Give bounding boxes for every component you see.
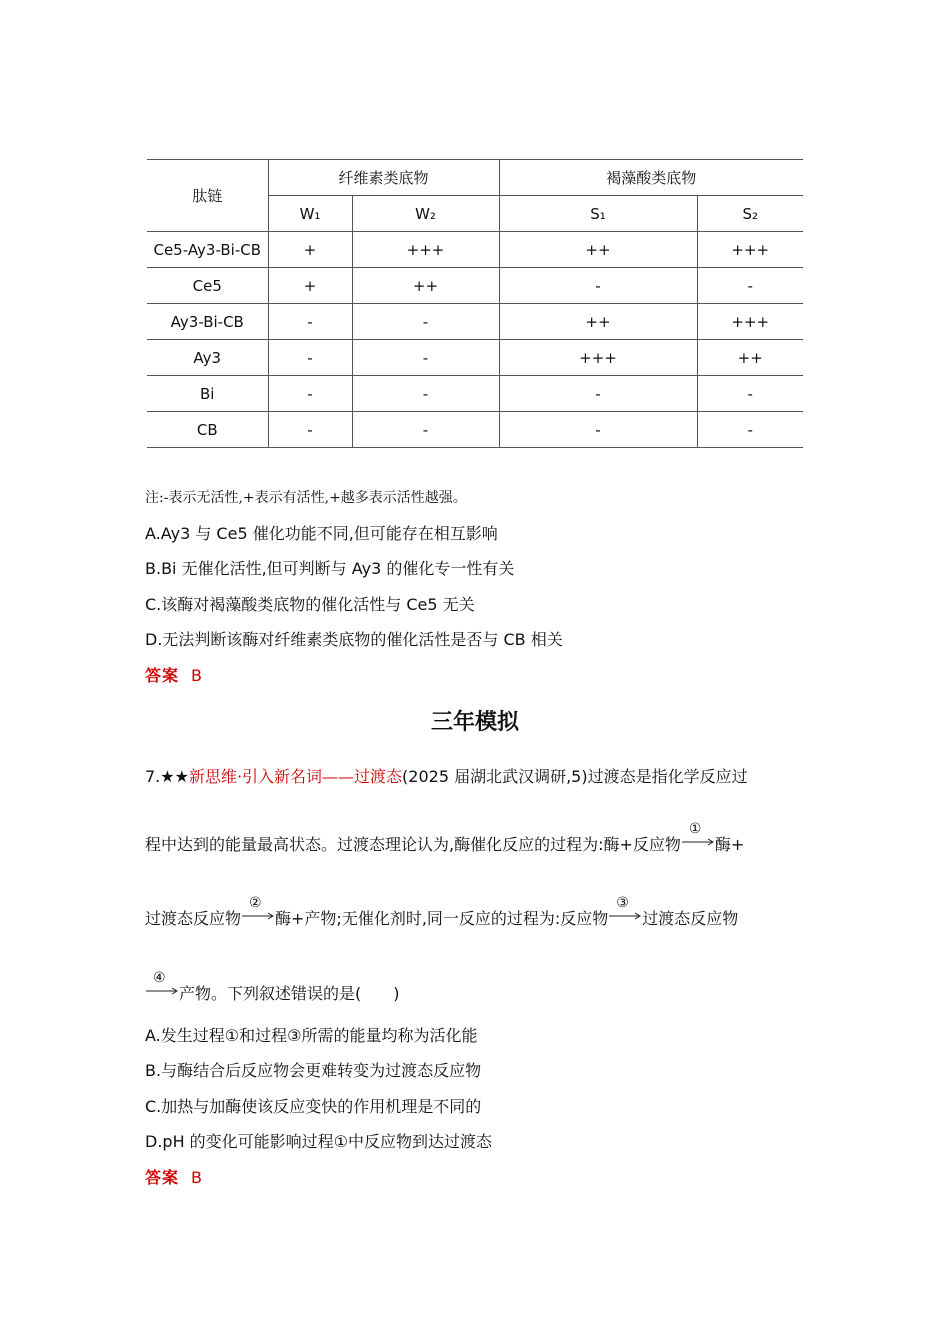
q6-option-d: D.无法判断该酶对纤维素类底物的催化活性是否与 CB 相关 — [145, 630, 563, 649]
row-name: CB — [147, 412, 268, 448]
answer-label: 答案 — [145, 1168, 180, 1187]
q7-tag: 新思维·引入新名词——过渡态 — [188, 767, 403, 786]
header-cellulose: 纤维素类底物 — [268, 160, 499, 196]
q7-text: 产物。下列叙述错误的是( ) — [179, 984, 400, 1003]
cell-w1: - — [268, 304, 352, 340]
cell-s2: +++ — [697, 232, 803, 268]
q7-answer — [145, 1165, 203, 1188]
cell-w1: - — [268, 376, 352, 412]
table-row — [147, 232, 803, 268]
right-arrow-icon — [681, 837, 715, 847]
q7-stem-line1 — [145, 764, 748, 787]
header-peptide: 肽链 — [147, 160, 268, 232]
arrow-label: ② — [249, 894, 262, 911]
cell-s2: ++ — [697, 340, 803, 376]
cell-s2: - — [697, 268, 803, 304]
right-arrow-icon — [608, 911, 642, 921]
q7-option-d: D.pH 的变化可能影响过程①中反应物到达过渡态 — [145, 1132, 493, 1151]
table-row — [147, 412, 803, 448]
header-s1: S₁ — [499, 196, 697, 232]
q7-stem-line4 — [145, 969, 400, 1004]
activity-table — [147, 159, 803, 448]
cell-s1: +++ — [499, 340, 697, 376]
cell-w1: - — [268, 412, 352, 448]
q7-option-b: B.与酶结合后反应物会更难转变为过渡态反应物 — [145, 1061, 482, 1080]
q7-option-a: A.发生过程①和过程③所需的能量均称为活化能 — [145, 1026, 478, 1045]
cell-s2: - — [697, 412, 803, 448]
row-name: Ay3 — [147, 340, 268, 376]
row-name: Ay3-Bi-CB — [147, 304, 268, 340]
q7-text: 过渡态反应物 — [145, 909, 242, 928]
q7-text: 程中达到的能量最高状态。过渡态理论认为,酶催化反应的过程为:酶+反应物 — [145, 835, 681, 854]
section-title: 三年模拟 — [430, 710, 519, 735]
reaction-arrow-1 — [681, 820, 715, 851]
cell-w2: - — [352, 412, 499, 448]
row-name: Ce5-Ay3-Bi-CB — [147, 232, 268, 268]
q7-stem-line3 — [145, 894, 739, 929]
header-alginate: 褐藻酸类底物 — [499, 160, 803, 196]
cell-s1: - — [499, 412, 697, 448]
table-note: 注:-表示无活性,+表示有活性,+越多表示活性越强。 — [145, 490, 467, 506]
arrow-label: ① — [688, 820, 702, 837]
q7-text: 过渡态反应物 — [642, 909, 739, 928]
header-w1: W₁ — [268, 196, 352, 232]
q6-option-a: A.Ay3 与 Ce5 催化功能不同,但可能存在相互影响 — [145, 524, 498, 543]
row-name: Bi — [147, 376, 268, 412]
reaction-arrow-4 — [145, 969, 179, 1000]
cell-s1: ++ — [499, 232, 697, 268]
q6-option-b: B.Bi 无催化活性,但可判断与 Ay3 的催化专一性有关 — [145, 559, 515, 578]
answer-value: B — [191, 666, 203, 685]
cell-s1: - — [499, 268, 697, 304]
reaction-arrow-2 — [241, 894, 275, 925]
cell-w2: - — [352, 340, 499, 376]
header-s2: S₂ — [697, 196, 803, 232]
cell-w1: + — [268, 232, 352, 268]
row-name: Ce5 — [147, 268, 268, 304]
answer-value: B — [191, 1168, 203, 1187]
q6-option-c: C.该酶对褐藻酸类底物的催化活性与 Ce5 无关 — [145, 595, 475, 614]
right-arrow-icon — [241, 911, 275, 921]
q7-number: 7.★★ — [145, 767, 189, 786]
q7-text: 酶+ — [714, 835, 745, 854]
header-w2: W₂ — [352, 196, 499, 232]
reaction-arrow-3 — [608, 894, 642, 925]
cell-w2: - — [352, 304, 499, 340]
cell-w1: - — [268, 340, 352, 376]
right-arrow-icon — [145, 986, 179, 996]
table-row — [147, 304, 803, 340]
cell-s2: +++ — [697, 304, 803, 340]
q7-text: 酶+产物;无催化剂时,同一反应的过程为:反应物 — [275, 909, 609, 928]
arrow-label: ④ — [153, 969, 166, 986]
q6-answer — [145, 663, 203, 686]
cell-w1: + — [268, 268, 352, 304]
answer-label: 答案 — [145, 666, 180, 685]
table-row — [147, 268, 803, 304]
q7-stem-line2 — [145, 820, 745, 855]
table-row — [147, 376, 803, 412]
arrow-label: ③ — [616, 894, 629, 911]
q7-source: (2025 届湖北武汉调研,5)过渡态是指化学反应过 — [402, 767, 748, 786]
cell-s2: - — [697, 376, 803, 412]
cell-w2: +++ — [352, 232, 499, 268]
cell-w2: ++ — [352, 268, 499, 304]
cell-s1: ++ — [499, 304, 697, 340]
table-row — [147, 340, 803, 376]
q7-option-c: C.加热与加酶使该反应变快的作用机理是不同的 — [145, 1097, 482, 1116]
cell-s1: - — [499, 376, 697, 412]
cell-w2: - — [352, 376, 499, 412]
